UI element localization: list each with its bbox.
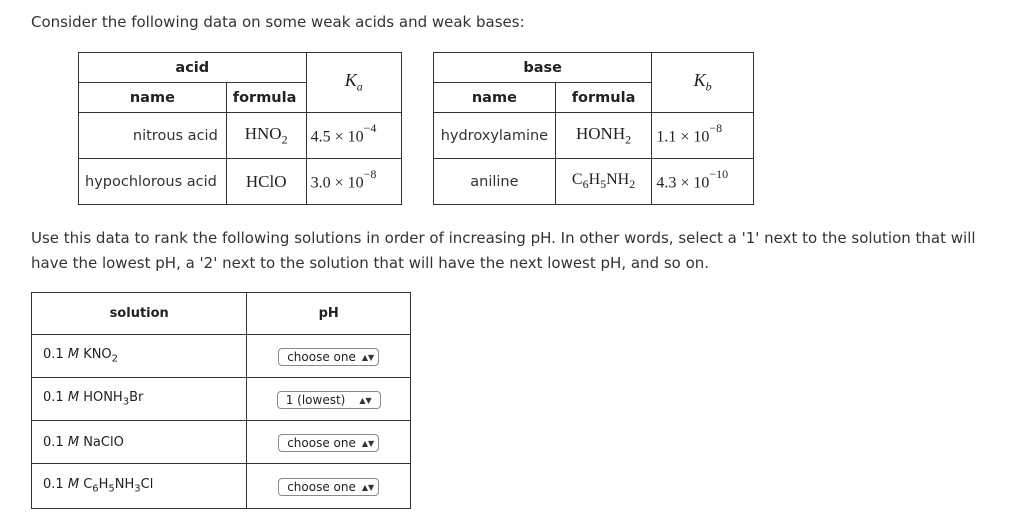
- select-arrows-icon: ▲▼: [361, 483, 375, 492]
- ka-value: $3.0 \times 10^{-8}$: [306, 159, 401, 205]
- base-row: [434, 113, 754, 159]
- ph-cell: [247, 464, 411, 509]
- ph-select[interactable]: 1 (lowest) ▲▼: [277, 391, 381, 409]
- ph-header: pH: [247, 293, 411, 335]
- kb-subscript: b: [705, 79, 712, 94]
- base-table: [433, 52, 754, 205]
- instructions-text: [31, 226, 1016, 276]
- base-name: aniline: [434, 159, 556, 205]
- select-arrows-icon: ▲▼: [361, 439, 375, 448]
- acid-name: hypochlorous acid: [79, 159, 227, 205]
- acid-formula-header: formula: [226, 83, 306, 113]
- acid-table: [78, 52, 402, 205]
- ph-select[interactable]: choose one ▲▼: [278, 434, 379, 452]
- ph-cell: [247, 378, 411, 421]
- acid-row: [79, 113, 402, 159]
- kb-symbol: K: [693, 70, 706, 91]
- acid-name-header: name: [79, 83, 227, 113]
- solution-name: 0.1 M $C_6H_5NH_3Cl$: [32, 464, 247, 509]
- acid-name: nitrous acid: [79, 113, 227, 159]
- kb-value: $1.1 \times 10^{-8}$: [652, 113, 754, 159]
- base-name: hydroxylamine: [434, 113, 556, 159]
- kb-header: [652, 53, 754, 113]
- ph-cell: [247, 335, 411, 378]
- base-formula-header: formula: [555, 83, 652, 113]
- solution-row: [32, 421, 411, 464]
- acid-formula: $HNO_2$: [226, 113, 306, 159]
- acid-row: [79, 159, 402, 205]
- base-group-header: base: [434, 53, 652, 83]
- solution-name: 0.1 M $KNO_2$: [32, 335, 247, 378]
- base-name-header: name: [434, 83, 556, 113]
- solution-row: [32, 335, 411, 378]
- ph-select[interactable]: choose one ▲▼: [278, 348, 379, 366]
- solution-table: [31, 292, 411, 509]
- ka-value: $4.5 \times 10^{-4}$: [306, 113, 401, 159]
- solution-name: 0.1 M NaClO: [32, 421, 247, 464]
- base-formula: $HONH_2$: [555, 113, 652, 159]
- ka-header: [306, 53, 401, 113]
- ph-select[interactable]: choose one ▲▼: [278, 478, 379, 496]
- solution-name: 0.1 M $HONH_3Br$: [32, 378, 247, 421]
- base-row: [434, 159, 754, 205]
- solution-row: [32, 464, 411, 509]
- solution-row: [32, 378, 411, 421]
- kb-value: $4.3 \times 10^{-10}$: [652, 159, 754, 205]
- solution-header: solution: [32, 293, 247, 335]
- select-arrows-icon: ▲▼: [361, 353, 375, 362]
- base-formula: $C_6H_5NH_2$: [555, 159, 652, 205]
- instructions-line-2: have the lowest pH, a '2' next to the solution that will have the next lowest pH, and so on.: [31, 254, 710, 272]
- intro-text: Consider the following data on some weak acids and weak bases:: [31, 13, 525, 31]
- instructions-line-1: Use this data to rank the following solutions in order of increasing pH. In other words, select a '1' next to the solution that will: [31, 229, 976, 247]
- select-arrows-icon: ▲▼: [359, 396, 372, 405]
- ph-cell: [247, 421, 411, 464]
- acid-formula: HClO: [226, 159, 306, 205]
- ka-symbol: K: [344, 70, 357, 91]
- acid-group-header: acid: [79, 53, 307, 83]
- ka-subscript: a: [356, 79, 363, 94]
